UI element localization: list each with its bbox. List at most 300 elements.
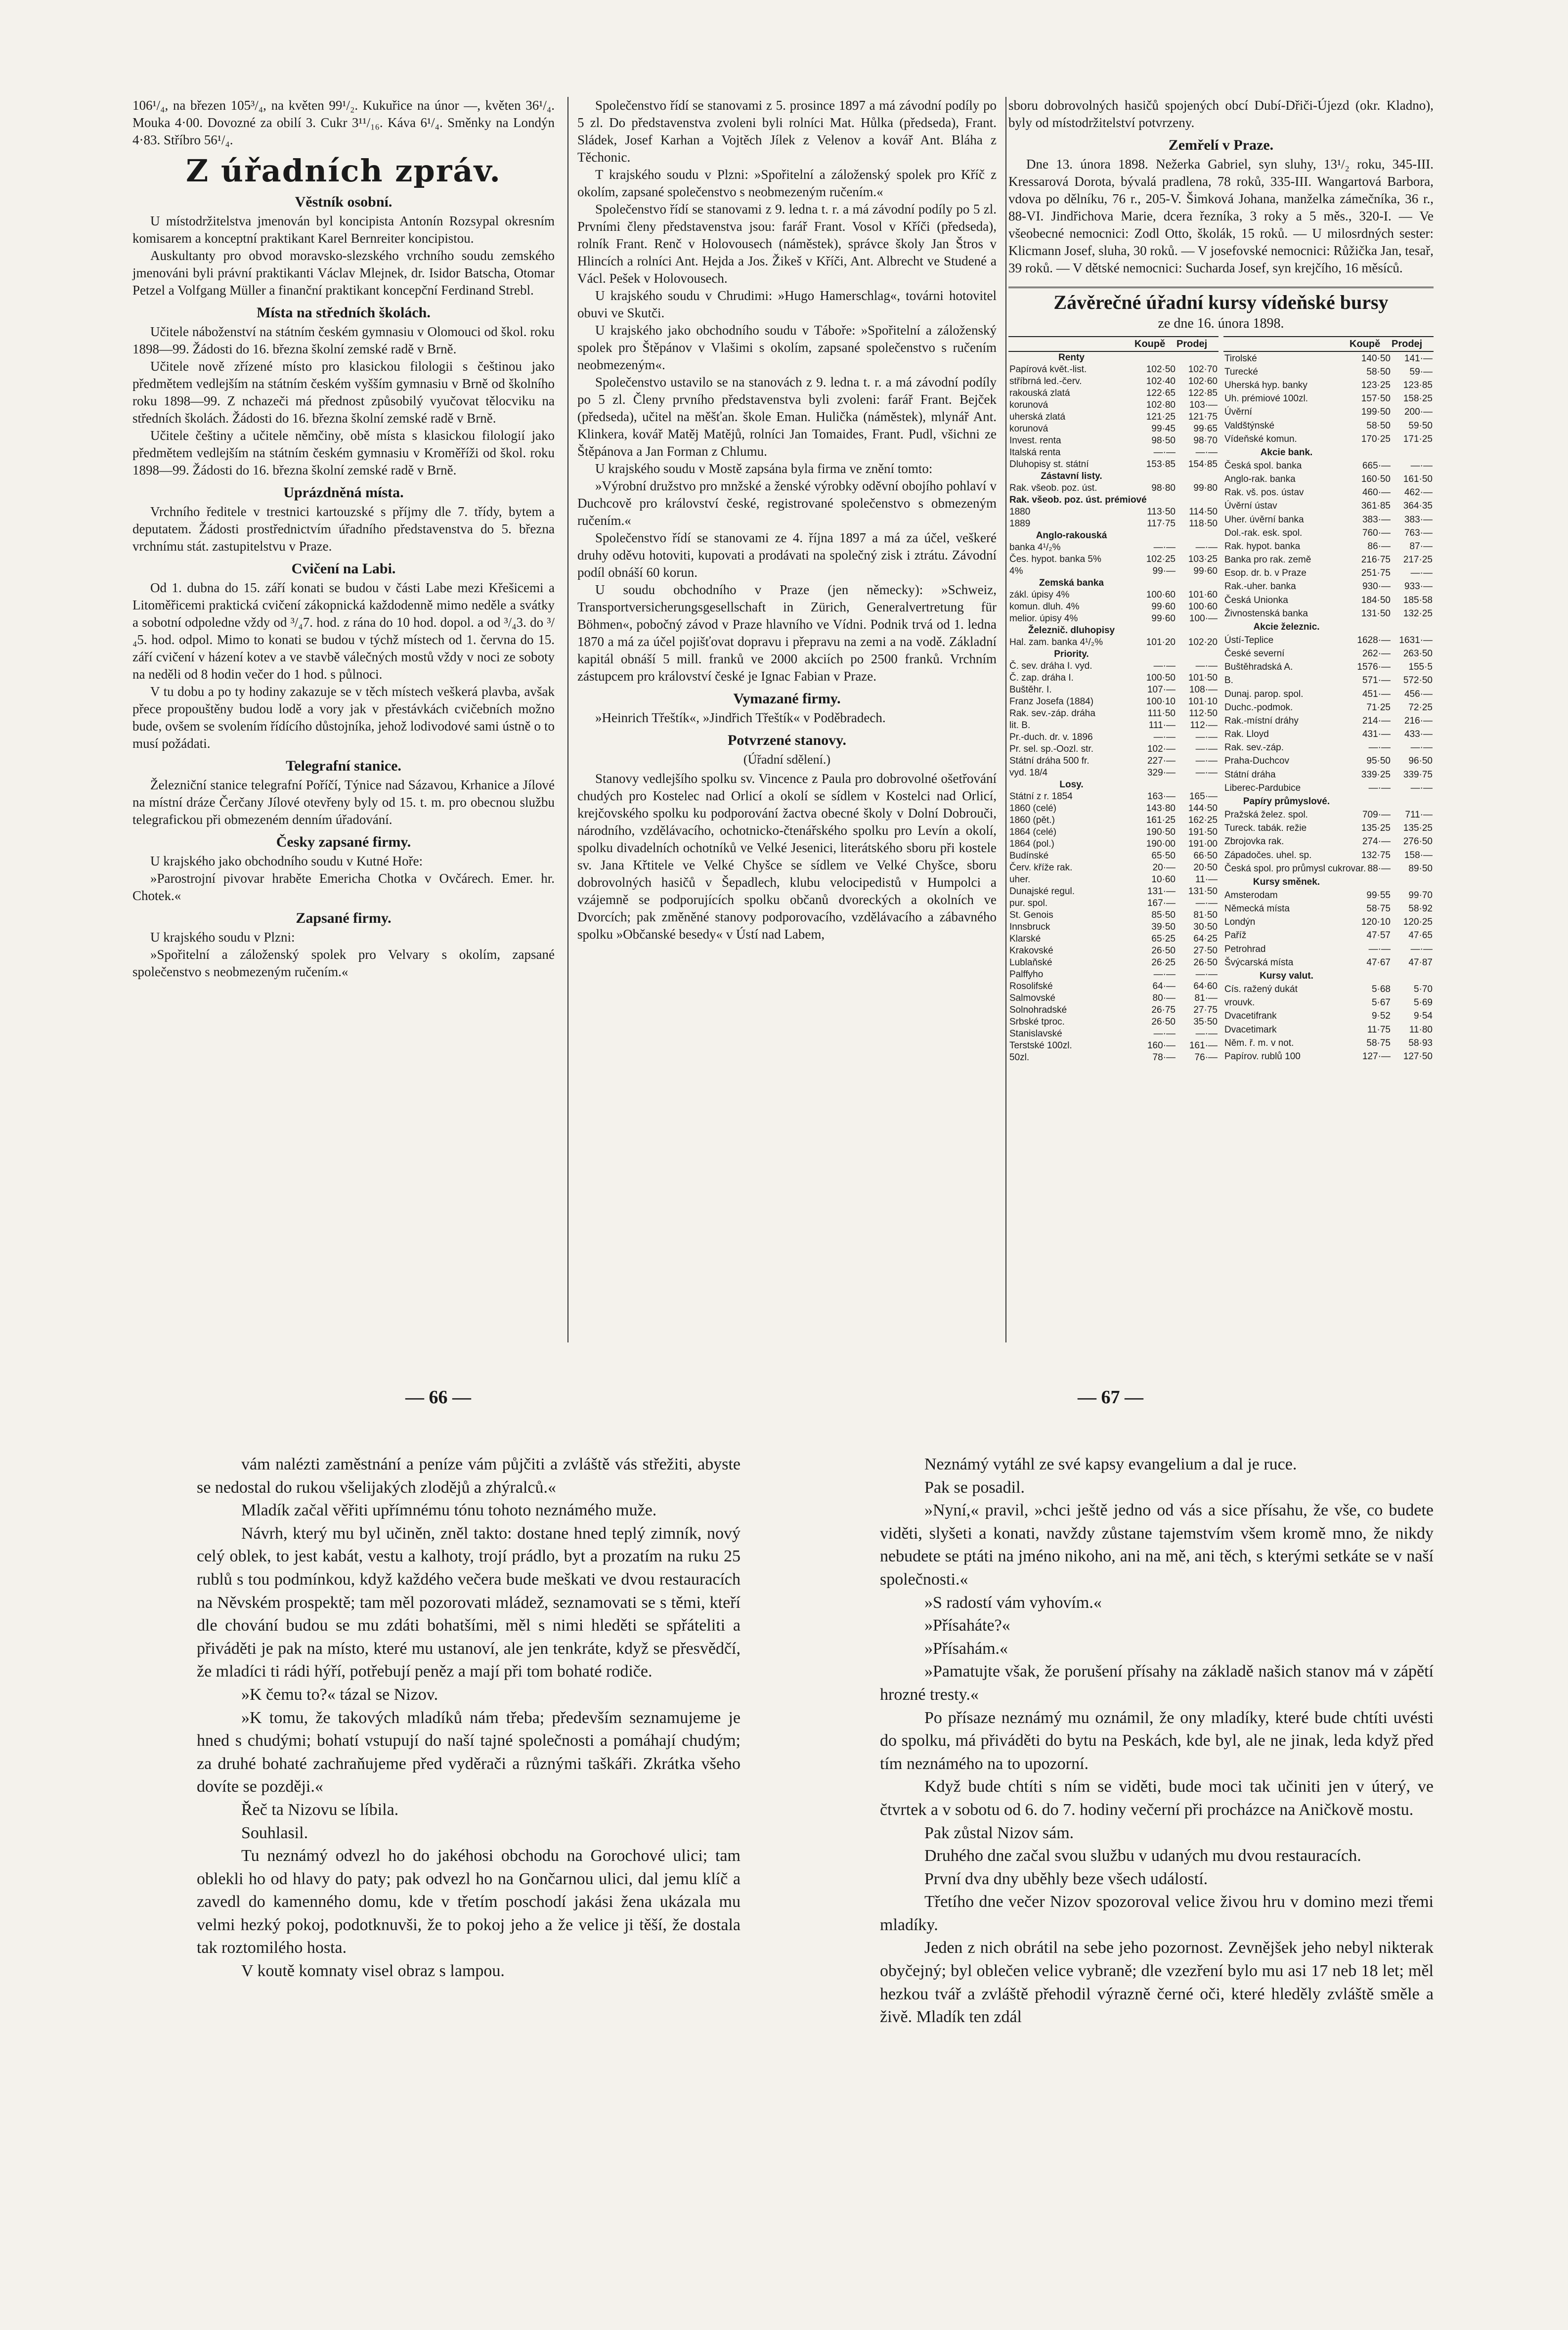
column-divider [1005,97,1006,1342]
paragraph: Společenstvo řídí se stanovami z 9. ledna t. r. a má závodní podíly po 5 zl. Prvními členy představenstva jsou: farář Frant. Vosol v Kříči (předseda), rolník Frant. Renč v Holovousech (náměstek), správce školy Jan Štros v Hlincích a rolníci Ant. Hejda a Jos. Žikeš v Kříči, Ant. Albrecht ve Studené a Václ. Pešek v Holovousech. [577,202,997,286]
table-row [1008,1040,1219,1052]
table-cell-sell: 108·— [1189,685,1218,695]
table-cell-buy: 135·25 [1361,823,1391,834]
table-cell-buy: 26·25 [1151,957,1176,968]
table-cell-buy: 227·— [1147,756,1176,766]
table-cell-buy: 140·50 [1361,353,1391,364]
table-row [1008,720,1219,732]
table-cell-sell: 58·92 [1408,904,1433,914]
table-cell-name: 1880 [1009,507,1031,517]
table-cell-sell: 127·50 [1403,1051,1433,1062]
table-row [1223,674,1434,688]
table-row [1223,473,1434,486]
table-row [1008,637,1219,648]
table-cell-name: 1860 (celé) [1009,803,1057,814]
table-cell-name: 1864 (pol.) [1009,839,1054,849]
table-cell-name: Něm. ř. m. v not. [1224,1037,1294,1048]
table-cell-buy [1134,779,1176,791]
table-row [1223,620,1434,634]
table-cell-buy: 64·— [1152,981,1176,992]
paragraph: »Parostrojní pivovar hraběte Emericha Chotka v Ovčárech. Emer. hr. Chotek.« [132,871,555,903]
table-row [1223,808,1434,821]
table-cell-sell: 216·— [1404,715,1433,726]
table-row [1223,1036,1434,1050]
table-cell-name: Rak. všeob. poz. úst. prémiové [1009,495,1147,505]
table-cell-buy: —·— [1368,782,1391,793]
table-cell-buy: 95·50 [1366,756,1391,767]
paragraph: Když bude chtíti s ním se viděti, bude moci tak učiniti jen v úterý, ve čtvrtek a v sobotu od 6. do 7. hodiny večerní při procházce na Aničkově mostu. [880,1777,1434,1819]
table-cell-sell: 81·— [1194,993,1218,1003]
table-cell-name: Červ. kříže rak. [1009,863,1073,873]
table-cell-sell: 101·10 [1188,696,1218,707]
table-cell-sell: 27·75 [1193,1005,1218,1015]
table-cell-name: Zbrojovka rak. [1224,836,1284,847]
table-cell-buy: 216·75 [1361,555,1391,565]
column-2 [577,97,997,943]
table-cell-sell: 158·— [1404,850,1433,861]
table-cell-name: zákl. úpisy 4% [1009,590,1070,600]
table-cell-buy: 99·45 [1151,424,1176,434]
table-cell-sell: 102·20 [1188,637,1218,647]
table-cell-name: Esop. dr. b. v Praze [1224,568,1307,579]
table-header: Prodej [1392,337,1434,351]
table-cell-name: Anglo-rakouská [1036,530,1107,541]
table-cell-sell: —·— [1195,898,1218,908]
table-cell-name: Úvěrní [1224,407,1252,418]
table-cell-buy: 111·— [1148,720,1176,731]
table-cell-sell: 144·50 [1188,803,1218,814]
table-cell-name: Čes. hypot. banka 5% [1009,554,1101,564]
table-cell-buy: 47·67 [1366,957,1391,968]
paragraph: T krajského soudu v Plzni: »Spořitelní a záloženský spolek pro Kříč z okolím, zapsané společenstvo s neobmezeným ručením.« [577,167,997,199]
table-cell-sell: 26·50 [1193,957,1218,968]
table-cell-buy: 102·— [1147,744,1176,754]
table-cell-sell: 100·60 [1188,602,1218,612]
table-row [1008,447,1219,459]
table-cell-sell: 99·70 [1408,890,1433,901]
table-row [1223,607,1434,620]
table-cell-name: Renty [1058,352,1085,363]
table-row [1008,933,1219,945]
table-cell-buy: 86·— [1367,541,1391,552]
table-cell-name: uherská zlatá [1009,412,1066,422]
table-cell-buy: 98·80 [1151,483,1176,493]
table-cell-name: Rak.-uher. banka [1224,581,1296,592]
table-row [1008,743,1219,755]
table-row [1223,969,1434,983]
table-cell-buy: 930·— [1362,581,1391,592]
market-intro: 106¹/₄, na březen 105³/₄, na květen 99¹/₂. Kukuřice na únor —, květen 36¹/₄. Mouka 4·00. Dovozné za obilí 3. Cukr 3¹¹/₁₆. Káva 6¹/₄. Směnky na Londýn 4·83. Stříbro 56¹/₄. [132,98,555,147]
table-cell-sell [1392,875,1434,889]
paragraph: U místodržitelstva jmenován byl koncipista Antonín Rozsypal okresním komisarem a konceptní praktikant Karel Bernreiter koncipistou. [132,214,555,246]
paragraph: Pak zůstal Nizov sám. [924,1823,1074,1842]
table-row [1223,929,1434,943]
table-cell-sell: 135·25 [1403,823,1433,834]
table-cell-buy: 329·— [1147,768,1176,778]
table-cell-name: pur. spol. [1009,898,1048,908]
table-cell-name: Česká Unionka [1224,595,1288,605]
table-row [1008,435,1219,447]
table-cell-buy: 160·— [1147,1040,1176,1051]
table-cell-buy: 102·50 [1146,364,1176,375]
table-row [1008,696,1219,708]
table-cell-name: Kursy valut. [1260,970,1313,981]
table-cell-sell: —·— [1195,732,1218,742]
table-cell-name: 4% [1009,566,1023,576]
table-cell-name: Uherská hyp. banky [1224,380,1307,391]
table-cell-buy: 5·67 [1371,997,1391,1008]
table-cell-name: Krakovské [1009,946,1053,956]
table-row [1008,1052,1219,1064]
paragraph: Učitele češtiny a učitele němčiny, obě místa s klasickou filologií jako předmětem vedlejším na státním českém gymnasiu v Kroměříži od škol. roku 1898—99. Žádosti do 16. března školní zemské radě v Brně. [132,428,555,477]
paragraph: Železniční stanice telegrafní Poříčí, Týnice nad Sázavou, Krhanice a Jílové na místní dráze Čerčany Jílové otevřeny byly od 15. t. m. pro obecnou službu telegrafickou při obmezeném denním úřadování. [132,777,555,827]
table-cell-buy: 339·25 [1361,769,1391,780]
table-cell-sell [1176,779,1219,791]
paragraph: vám nalézti zaměstnání a peníze vám půjčiti a zvláště vás střežiti, abyste se nedostal do rukou všelijakých zlodějů a zhýralců.« [197,1455,740,1497]
table-cell-buy: 100·60 [1146,590,1176,600]
table-row [1223,916,1434,929]
table-cell-sell: 217·25 [1403,555,1433,565]
table-row [1223,1023,1434,1036]
table-row [1008,684,1219,696]
table-cell-buy: 85·50 [1151,910,1176,920]
table-cell-name: Rak. všeob. poz. úst. [1009,483,1097,493]
table-row [1223,486,1434,500]
table-cell-sell: —·— [1195,1029,1218,1039]
paragraph: Učitele náboženství na státním českém gymnasiu v Olomouci od škol. roku 1898—99. Žádosti do 16. března školní zemské radě v Brně. [132,324,555,356]
table-cell-sell [1176,577,1219,589]
table-cell-buy: 100·10 [1146,696,1176,707]
table-cell-sell: 27·50 [1193,946,1218,956]
heading-elbe: Cvičení na Labi. [291,561,396,577]
table-cell-name: Lublaňské [1009,957,1052,968]
table-cell-sell: —·— [1195,756,1218,766]
table-cell-buy: 102·40 [1146,376,1176,387]
table-cell-name: 1889 [1009,518,1031,529]
table-cell-name: Česká spol. pro průmysl cukrovar. [1224,863,1366,874]
table-row [1223,862,1434,875]
bursa-date: ze dne 16. února 1898. [1158,316,1284,331]
table-cell-buy: 9·52 [1371,1011,1391,1022]
table-row [1008,411,1219,423]
table-cell-name: Palffyho [1009,969,1044,980]
table-cell-sell: 339·75 [1403,769,1433,780]
table-cell-buy: —·— [1368,944,1391,954]
table-row [1008,482,1219,494]
paragraph: U krajského soudu v Mostě zapsána byla firma ve znění tomto: [595,461,933,476]
table-cell-sell: 155·5 [1408,662,1433,673]
paragraph: U krajského jako obchodního soudu v Kutné Hoře: [150,854,423,868]
table-cell-sell: 276·50 [1403,836,1433,847]
table-cell-buy: 709·— [1362,810,1391,820]
table-cell-name: Uher. úvěrní banka [1224,514,1304,525]
paragraph: Pak se posadil. [924,1478,1025,1497]
heading-vacancies: Uprázdněná místa. [283,484,404,501]
table-cell-buy: 167·— [1147,898,1176,908]
table-cell-sell: —·— [1195,768,1218,778]
table-cell-sell: 161·— [1189,1040,1218,1051]
table-cell-name: rakouská zlatá [1009,388,1070,398]
table-header: Prodej [1176,337,1219,351]
table-cell-name: Petrohrad [1224,944,1266,954]
table-cell-buy: 102·25 [1146,554,1176,564]
table-cell-sell: 120·25 [1403,917,1433,928]
table-row [1008,399,1219,411]
paragraph: U soudu obchodního v Praze (jen německy): »Schweiz, Transportversicherungsgesellschaft in Zürich, Generalvertretung für Böhmen«, pobočný závod v Praze hlavního ve Vídni. Podnik trvá od 1. ledna 1870 a má za účel pojišťovat dopravu i přepravu na zemi a na vodě. Základní kapitál obnáší 5 mill. franků ve 2000 akciích po 2500 franků. Vrchním zástupcem pro království české je Ignac Fabian v Praze. [577,582,997,684]
table-cell-name: Západočes. uhel. sp. [1224,850,1312,861]
table-cell-name: B. [1224,675,1233,686]
table-cell-sell: 171·25 [1403,433,1433,444]
table-cell-name: Papírov. rublů 100 [1224,1051,1301,1062]
table-cell-buy: 122·65 [1146,388,1176,398]
table-cell-name: melior. úpisy 4% [1009,613,1078,624]
table-cell-name: uher. [1009,874,1031,885]
table-cell-sell: 98·70 [1193,435,1218,446]
paragraph: Souhlasil. [241,1823,308,1842]
table-cell-sell: 162·25 [1188,815,1218,825]
table-cell-sell: —·— [1410,460,1433,471]
table-row [1223,526,1434,540]
paragraph: U krajského jako obchodního soudu v Táboře: »Spořitelní a záloženský spolek pro Štěpánov v Vlašimi s okolím, zapsané společenstvo s ručením neobmezeným«. [577,323,997,372]
bursa-table-left [1008,336,1219,1064]
table-row [1008,921,1219,933]
table-row [1008,565,1219,577]
table-cell-sell: 101·50 [1188,673,1218,683]
table-header [1008,337,1134,351]
table-cell-name: vyd. 18/4 [1009,768,1048,778]
table-cell-buy: —·— [1153,969,1176,980]
table-cell-buy: 111·50 [1147,708,1176,719]
table-cell-name: Vídeňské komun. [1224,433,1297,444]
column-3 [1008,97,1434,1064]
table-cell-name: komun. dluh. 4% [1009,602,1080,612]
paragraph: U krajského soudu v Plzni: [150,930,295,945]
table-cell-buy [1134,530,1176,542]
paragraph: V koutě komnaty visel obraz s lampou. [241,1962,505,1981]
table-row [1008,660,1219,672]
table-cell-sell: 763·— [1404,527,1433,538]
table-cell-buy: 88·— [1367,863,1391,874]
table-cell-buy: 161·25 [1146,815,1176,825]
table-cell-sell [1392,620,1434,634]
table-cell-buy: 665·— [1362,460,1391,471]
table-cell-buy [1350,875,1392,889]
table-cell-name: Státní z r. 1854 [1009,791,1073,802]
table-row [1008,826,1219,838]
table-cell-buy: 157·50 [1361,393,1391,404]
table-cell-buy: 99·55 [1366,890,1391,901]
page-number-left: — 66 — [405,1387,471,1408]
table-cell-name: Tureck. tabák. režie [1224,823,1307,834]
paragraph: »Nyní,« pravil, »chci ještě jedno od vás a sice přísahu, že vše, co budete viděti, slyšeti a konati, navždy zůstane tajemstvím všem kromě mno, že nikdy nebudete se ptáti na jméno nikoho, ani na mě, ani těch, s kterými setkáte se v naší společnosti.« [880,1501,1434,1589]
table-cell-sell: 64·60 [1193,981,1218,992]
table-cell-name: Německá místa [1224,904,1290,914]
table-row [1223,1050,1434,1064]
table-cell-sell: 58·93 [1408,1037,1433,1048]
table-row [1008,506,1219,518]
section-title: Z úřadních zpráv. [186,153,501,189]
table-cell-name: stříbrná led.-červ. [1009,376,1082,387]
paragraph: »Přísahám.« [924,1639,1008,1658]
table-row [1008,601,1219,613]
table-cell-name: korunová [1009,400,1048,410]
table-cell-buy: 431·— [1362,729,1391,740]
table-cell-buy: 451·— [1362,689,1391,699]
paragraph: Třetího dne večer Nizov spozoroval velice živou hru v domino mezi třemi mladíky. [880,1893,1434,1934]
table-cell-name: Tirolské [1224,353,1257,364]
table-row [1008,898,1219,909]
table-cell-sell: 132·25 [1403,608,1433,619]
table-cell-buy: 47·57 [1366,930,1391,941]
table-cell-name: Rak. sev.-záp. dráha [1009,708,1095,719]
table-cell-name: Paříž [1224,930,1247,941]
subheading: (Úřadní sdělení.) [743,752,831,767]
heading-telegraph: Telegrafní stanice. [286,758,401,774]
table-cell-buy: 123·25 [1361,380,1391,391]
table-header: Koupě [1134,337,1176,351]
table-cell-name: Banka pro rak. země [1224,555,1311,565]
table-cell-sell: 112·— [1190,720,1218,731]
paragraph: Stanovy vedlejšího spolku sv. Vincence z Paula pro dobrovolné ošetřování chudých pro Kostelec nad Orlicí a okolí se sídlem v Kostelci nad Orlicí, krejčovského spolku ku podporování žactva obecné školy v Dolní Dobrouči, národního, vzdělávacího, ochotnicko-čtenářského spolku pro Levín a okolí, spolku divadelních ochotníků ve Velké Jesenici, literátského sboru při kostele sv. Jana Křtitele ve Velké Chyšce se sídlem ve Velké Chyšce, sboru dobrovolných hasičů v Šepadlech, klubu velocipedistů v Humpolci a vzájemně se podporujících spolku občanů dvoreckých a okolních ve Dvorcích; pak změněné stanovy podporovacího, vzdělávacího a zábavného spolku »Občanské besedy« v Ústí nad Labem, [577,771,997,942]
table-cell-name: Rak. hypot. banka [1224,541,1301,552]
table-cell-sell: 66·50 [1193,851,1218,861]
table-cell-sell: 76·— [1194,1052,1218,1063]
table-cell-buy: 99·60 [1151,613,1176,624]
paragraph: »K čemu to?« tázal se Nizov. [241,1685,438,1704]
table-cell-name: Pr. sel. sp.-Oozl. str. [1009,744,1093,754]
table-cell-sell: 102·60 [1188,376,1218,387]
table-cell-name: Ústí-Teplice [1224,635,1274,646]
table-row [1008,648,1219,660]
table-cell-sell: —·— [1195,661,1218,671]
page-number-right: — 67 — [1078,1387,1143,1408]
table-cell-name: Buštěhradská A. [1224,662,1293,673]
table-cell-buy [1350,969,1392,983]
table-cell-sell: 263·50 [1403,648,1433,659]
table-cell-buy: —·— [1153,732,1176,742]
table-cell-sell: 121·75 [1188,412,1218,422]
table-row [1008,969,1219,981]
table-row [1008,981,1219,992]
table-row [1223,500,1434,513]
table-row [1223,781,1434,795]
table-cell-sell: 118·50 [1189,518,1218,529]
table-cell-buy: 101·20 [1146,637,1176,647]
table-row [1008,909,1219,921]
table-cell-name: Losy. [1059,779,1084,790]
table-row [1008,494,1219,506]
table-row [1008,376,1219,388]
table-cell-buy: 65·25 [1151,934,1176,944]
table-cell-buy: 58·75 [1366,904,1391,914]
table-cell-sell [1392,446,1434,459]
paragraph: »K tomu, že takových mladíků nám třeba; především seznamujeme je hned s chudými; bohatí vstupují do naší tajné společnosti a pomáhají chudým; za druhé bohaté zachraňujeme před vyděrači a různými taškáři. Zkrátka všeho dovíte se později.« [197,1708,740,1796]
table-cell-name: St. Genois [1009,910,1053,920]
table-cell-buy: 190·00 [1146,839,1176,849]
table-row [1008,803,1219,815]
paragraph: Tu neznámý odvezl ho do jakéhosi obchodu na Gorochové ulici; tam oblekli ho od hlavy do paty; pak odvezl ho na Gončarnou ulici, dal jemu klíč a zavedl do kamenného domu, kde v třetím poschodí jakási žena ukázala mu velmi hezký pokoj, podotknuvši, že to pokoj jeho a že velice ji těší, že dostala tak roztomilého hosta. [197,1847,740,1957]
table-cell-name: Pražská želez. spol. [1224,810,1308,820]
table-row [1008,530,1219,542]
table-cell-name: Liberec-Pardubice [1224,782,1301,793]
table-row [1223,889,1434,902]
table-row [1008,613,1219,625]
table-cell-name: Akcie bank. [1260,447,1313,458]
table-cell-buy: 274·— [1362,836,1391,847]
table-cell-buy: 121·25 [1146,412,1176,422]
table-row [1223,822,1434,835]
table-cell-buy: —·— [1153,447,1176,458]
table-cell-sell: 456·— [1404,689,1433,699]
table-row [1223,580,1434,594]
table-row [1223,701,1434,714]
table-cell-name: Turecké [1224,366,1258,377]
table-row [1008,1004,1219,1016]
table-row [1223,365,1434,379]
table-cell-sell: 72·25 [1408,702,1433,713]
table-row [1008,874,1219,886]
table-cell-name: Rak. vš. pos. ústav [1224,487,1304,498]
table-cell-sell: 103·— [1189,400,1218,410]
table-row [1008,1016,1219,1028]
table-cell-name: Duchc.-podmok. [1224,702,1293,713]
table-cell-sell: —·— [1410,944,1433,954]
table-cell-name: Státní dráha 500 fr. [1009,756,1089,766]
table-cell-buy: 113·50 [1147,507,1176,517]
table-row [1223,419,1434,432]
table-cell-name: Klarské [1009,934,1041,944]
heading-czech-firms: Česky zapsané firmy. [276,834,411,850]
paragraph: »Spořitelní a záloženský spolek pro Velvary s okolím, zapsané společenstvo s neobmezeným ručením.« [132,947,555,979]
table-row [1008,459,1219,471]
table-cell-sell: 99·60 [1193,566,1218,576]
heading-deleted-firms: Vymazané firmy. [733,690,841,707]
table-cell-sell: 96·50 [1408,756,1433,767]
table-cell-sell [1176,530,1219,542]
table-cell-sell [1176,471,1219,482]
table-row [1223,714,1434,728]
table-cell-sell: 200·— [1404,407,1433,418]
table-cell-name: Salmovské [1009,993,1055,1003]
table-cell-sell: 5·69 [1413,997,1433,1008]
heading-confirmed-statutes: Potvrzené stanovy. [728,732,846,748]
table-cell-buy: 107·— [1147,685,1176,695]
paragraph: První dva dny uběhly beze všech událostí. [924,1869,1208,1888]
paragraph: Auskultanty pro obvod moravsko-slezského vrchního soudu zemského jmenováni byli právní praktikanti Václav Mlejnek, dr. Isidor Batscha, Otomar Petzel a Volfgang Müller a finanční praktikant koncepční Ferdinand Strebl. [132,248,555,298]
paragraph: »Heinrich Třeštík«, »Jindřich Třeštík« v Poděbradech. [595,710,886,725]
table-cell-name: Živnostenská banka [1224,608,1308,619]
table-cell-buy: 1628·— [1357,635,1391,646]
table-cell-sell: 165·— [1189,791,1218,802]
table-row [1008,518,1219,530]
table-cell-sell: 30·50 [1193,922,1218,932]
paragraph: Dne 13. února 1898. Nežerka Gabriel, syn sluhy, 13¹/₂ roku, 345-III. Kressarová Dorota, bývalá pradlena, 78 roků, 335-III. Wangartová Barbora, vdova po dělníku, 76 r., 205-V. Šimková Johana, manželka zámečníka, 36 r., 88-VI. Jindřichova Marie, dcera řezníka, 3 roky a 5 měs., 320-I. — Ve všeobecné nemocnici: Zodl Otto, školák, 15 roků. — U milosrdných sester: Klicmann Josef, sluha, 30 roků. — V josefovské nemocnici: Růžička Jan, tesař, 39 roků. — V dětské nemocnici: Sucharda Josef, syn krejčího, 16 měsíců. [1008,157,1434,275]
table-cell-name: Buštěhr. I. [1009,685,1052,695]
table-cell-sell: —·— [1195,969,1218,980]
table-row [1223,540,1434,553]
table-cell-name: Dvacetimark [1224,1024,1277,1035]
table-cell-buy: 760·— [1362,527,1391,538]
table-cell-name: Dunajské regul. [1009,886,1075,897]
table-cell-name: Solnohradské [1009,1005,1067,1015]
table-cell-sell: 122·85 [1188,388,1218,398]
table-cell-sell: 11·80 [1409,1024,1433,1035]
paragraph: V tu dobu a po ty hodiny zakazuje se v těch místech veškerá plavba, avšak přece propouštěny budou lodě a vory jak v přestávkách cvičebních možno bude, ovšem se svolením řídícího důstojníka, jehož lodivodové sami ústně o to musí požádati. [132,684,555,751]
table-cell-name: České severní [1224,648,1285,659]
table-cell-sell: 185·58 [1403,595,1433,605]
table-row [1008,388,1219,399]
table-cell-buy: 58·50 [1366,420,1391,431]
